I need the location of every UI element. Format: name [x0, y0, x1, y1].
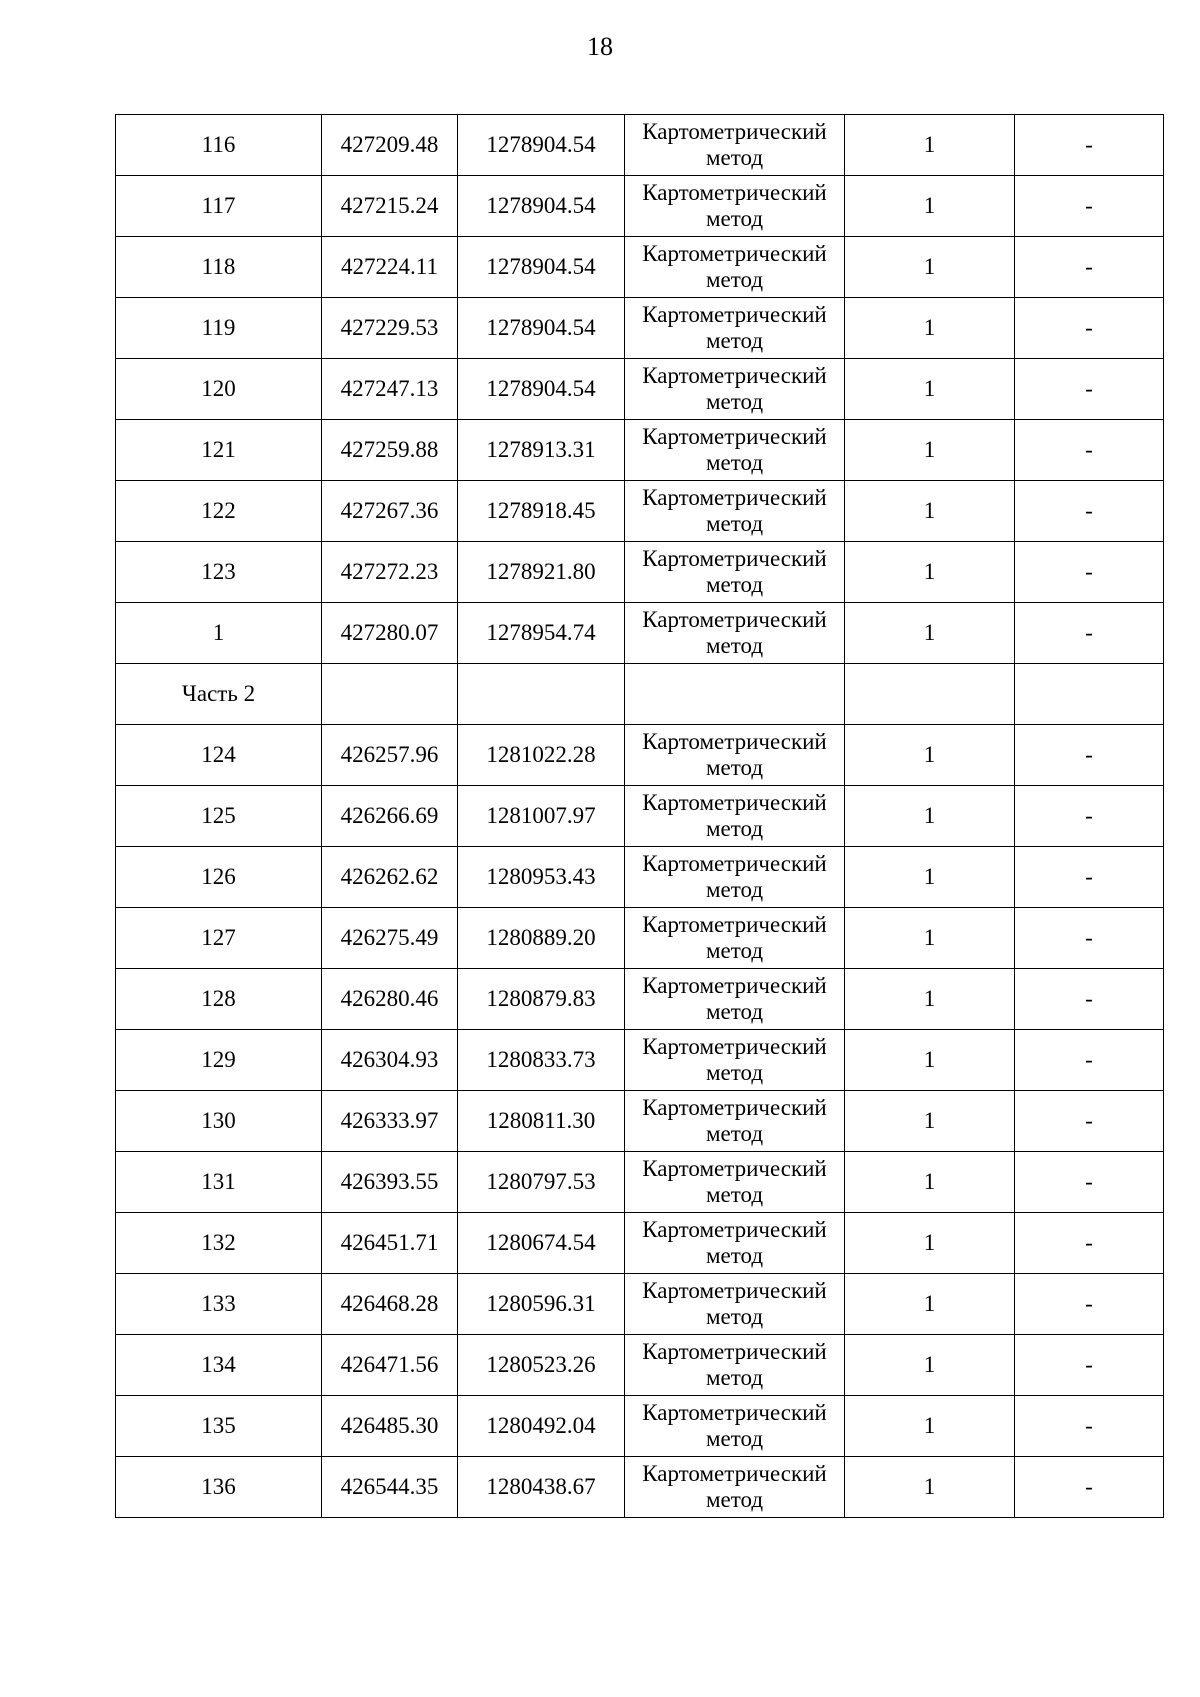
method-line-1: Картометрический	[642, 180, 827, 205]
method-line-1: Картометрический	[642, 973, 827, 998]
accuracy-cell	[845, 664, 1015, 725]
table-row	[116, 176, 1164, 237]
table-row	[116, 847, 1164, 908]
method-line-2: метод	[705, 572, 764, 597]
method-line-1: Картометрический	[642, 424, 827, 449]
table-row	[116, 969, 1164, 1030]
accuracy-cell: 1	[845, 1457, 1015, 1518]
accuracy-cell: 1	[845, 298, 1015, 359]
accuracy-cell: 1	[845, 237, 1015, 298]
method-cell	[625, 725, 845, 786]
point-number-cell: 128	[116, 969, 322, 1030]
note-cell: -	[1015, 725, 1164, 786]
y-coordinate-cell: 1281022.28	[458, 725, 625, 786]
y-coordinate-cell: 1280492.04	[458, 1396, 625, 1457]
method-cell	[625, 603, 845, 664]
x-coordinate-cell: 426262.62	[322, 847, 458, 908]
table-row	[116, 1091, 1164, 1152]
method-cell	[625, 969, 845, 1030]
accuracy-cell: 1	[845, 1030, 1015, 1091]
accuracy-cell: 1	[845, 1213, 1015, 1274]
method-line-1: Картометрический	[642, 729, 827, 754]
method-line-1: Картометрический	[642, 1339, 827, 1364]
note-cell: -	[1015, 1457, 1164, 1518]
accuracy-cell: 1	[845, 725, 1015, 786]
table-row	[116, 1274, 1164, 1335]
point-number-cell: 120	[116, 359, 322, 420]
note-cell: -	[1015, 603, 1164, 664]
method-line-2: метод	[705, 1121, 764, 1146]
point-number-cell: 136	[116, 1457, 322, 1518]
note-cell	[1015, 664, 1164, 725]
coordinates-table	[115, 114, 1164, 1518]
y-coordinate-cell: 1280889.20	[458, 908, 625, 969]
point-number-cell: 122	[116, 481, 322, 542]
accuracy-cell: 1	[845, 847, 1015, 908]
accuracy-cell: 1	[845, 359, 1015, 420]
point-number-cell: 118	[116, 237, 322, 298]
y-coordinate-cell: 1280596.31	[458, 1274, 625, 1335]
table-row	[116, 908, 1164, 969]
x-coordinate-cell: 426280.46	[322, 969, 458, 1030]
method-cell	[625, 1457, 845, 1518]
note-cell: -	[1015, 481, 1164, 542]
y-coordinate-cell: 1278918.45	[458, 481, 625, 542]
point-number-cell: 131	[116, 1152, 322, 1213]
y-coordinate-cell: 1278904.54	[458, 298, 625, 359]
point-number-cell: 117	[116, 176, 322, 237]
x-coordinate-cell: 426544.35	[322, 1457, 458, 1518]
x-coordinate-cell: 426393.55	[322, 1152, 458, 1213]
method-line-1: Картометрический	[642, 1400, 827, 1425]
method-line-2: метод	[705, 328, 764, 353]
table-row	[116, 1457, 1164, 1518]
x-coordinate-cell: 426451.71	[322, 1213, 458, 1274]
page-number: 18	[587, 32, 613, 61]
note-cell: -	[1015, 786, 1164, 847]
table-row	[116, 359, 1164, 420]
table-row	[116, 664, 1164, 725]
method-cell	[625, 1335, 845, 1396]
method-cell	[625, 481, 845, 542]
accuracy-cell: 1	[845, 176, 1015, 237]
x-coordinate-cell: 426468.28	[322, 1274, 458, 1335]
method-line-2: метод	[705, 145, 764, 170]
note-cell: -	[1015, 1335, 1164, 1396]
accuracy-cell: 1	[845, 1335, 1015, 1396]
x-coordinate-cell: 426266.69	[322, 786, 458, 847]
method-line-1: Картометрический	[642, 485, 827, 510]
method-line-2: метод	[705, 1487, 764, 1512]
method-cell	[625, 176, 845, 237]
point-number-cell: 125	[116, 786, 322, 847]
y-coordinate-cell: 1278921.80	[458, 542, 625, 603]
table-row	[116, 1152, 1164, 1213]
method-cell	[625, 542, 845, 603]
note-cell: -	[1015, 115, 1164, 176]
table-row	[116, 786, 1164, 847]
method-cell	[625, 908, 845, 969]
point-number-cell: 124	[116, 725, 322, 786]
table-row	[116, 603, 1164, 664]
x-coordinate-cell: 426333.97	[322, 1091, 458, 1152]
table-row	[116, 725, 1164, 786]
y-coordinate-cell	[458, 664, 625, 725]
method-line-2: метод	[705, 267, 764, 292]
method-line-1: Картометрический	[642, 546, 827, 571]
y-coordinate-cell: 1280811.30	[458, 1091, 625, 1152]
table-row	[116, 1213, 1164, 1274]
note-cell: -	[1015, 420, 1164, 481]
method-line-2: метод	[705, 450, 764, 475]
method-cell	[625, 664, 845, 725]
y-coordinate-cell: 1280953.43	[458, 847, 625, 908]
x-coordinate-cell: 427259.88	[322, 420, 458, 481]
y-coordinate-cell: 1280438.67	[458, 1457, 625, 1518]
note-cell: -	[1015, 1274, 1164, 1335]
accuracy-cell: 1	[845, 481, 1015, 542]
accuracy-cell: 1	[845, 1152, 1015, 1213]
y-coordinate-cell: 1278954.74	[458, 603, 625, 664]
table-row	[116, 1396, 1164, 1457]
table-row	[116, 298, 1164, 359]
x-coordinate-cell: 427209.48	[322, 115, 458, 176]
table-row	[116, 481, 1164, 542]
method-line-1: Картометрический	[642, 302, 827, 327]
method-cell	[625, 847, 845, 908]
method-cell	[625, 1030, 845, 1091]
note-cell: -	[1015, 847, 1164, 908]
note-cell: -	[1015, 1213, 1164, 1274]
method-line-2: метод	[705, 1365, 764, 1390]
x-coordinate-cell: 427229.53	[322, 298, 458, 359]
x-coordinate-cell: 427224.11	[322, 237, 458, 298]
coordinates-table-body	[116, 115, 1164, 1518]
note-cell: -	[1015, 969, 1164, 1030]
point-number-cell: 1	[116, 603, 322, 664]
accuracy-cell: 1	[845, 969, 1015, 1030]
x-coordinate-cell: 427247.13	[322, 359, 458, 420]
note-cell: -	[1015, 176, 1164, 237]
method-line-2: метод	[705, 1243, 764, 1268]
x-coordinate-cell: 426471.56	[322, 1335, 458, 1396]
accuracy-cell: 1	[845, 908, 1015, 969]
table-row	[116, 1335, 1164, 1396]
table-row	[116, 115, 1164, 176]
method-line-1: Картометрический	[642, 1461, 827, 1486]
point-number-cell: 116	[116, 115, 322, 176]
x-coordinate-cell	[322, 664, 458, 725]
accuracy-cell: 1	[845, 542, 1015, 603]
accuracy-cell: 1	[845, 420, 1015, 481]
table-row	[116, 542, 1164, 603]
note-cell: -	[1015, 1396, 1164, 1457]
x-coordinate-cell: 427215.24	[322, 176, 458, 237]
y-coordinate-cell: 1280833.73	[458, 1030, 625, 1091]
table-row	[116, 420, 1164, 481]
point-number-cell: 130	[116, 1091, 322, 1152]
method-cell	[625, 1213, 845, 1274]
method-line-1: Картометрический	[642, 607, 827, 632]
note-cell: -	[1015, 1091, 1164, 1152]
point-number-cell: 126	[116, 847, 322, 908]
point-number-cell: 129	[116, 1030, 322, 1091]
y-coordinate-cell: 1280523.26	[458, 1335, 625, 1396]
point-number-cell: 134	[116, 1335, 322, 1396]
y-coordinate-cell: 1278904.54	[458, 115, 625, 176]
point-number-cell: 133	[116, 1274, 322, 1335]
method-line-2: метод	[705, 755, 764, 780]
method-line-1: Картометрический	[642, 851, 827, 876]
method-line-1: Картометрический	[642, 1156, 827, 1181]
method-line-1: Картометрический	[642, 363, 827, 388]
note-cell: -	[1015, 542, 1164, 603]
method-line-1: Картометрический	[642, 1095, 827, 1120]
y-coordinate-cell: 1280797.53	[458, 1152, 625, 1213]
method-line-2: метод	[705, 877, 764, 902]
accuracy-cell: 1	[845, 786, 1015, 847]
accuracy-cell: 1	[845, 1274, 1015, 1335]
note-cell: -	[1015, 359, 1164, 420]
note-cell: -	[1015, 1030, 1164, 1091]
method-cell	[625, 1274, 845, 1335]
x-coordinate-cell: 426275.49	[322, 908, 458, 969]
method-cell	[625, 786, 845, 847]
y-coordinate-cell: 1280879.83	[458, 969, 625, 1030]
method-line-2: метод	[705, 1304, 764, 1329]
method-line-2: метод	[705, 1182, 764, 1207]
method-line-2: метод	[705, 938, 764, 963]
accuracy-cell: 1	[845, 115, 1015, 176]
method-line-1: Картометрический	[642, 119, 827, 144]
method-cell	[625, 115, 845, 176]
note-cell: -	[1015, 1152, 1164, 1213]
point-number-cell: 123	[116, 542, 322, 603]
method-line-1: Картометрический	[642, 241, 827, 266]
accuracy-cell: 1	[845, 1396, 1015, 1457]
y-coordinate-cell: 1280674.54	[458, 1213, 625, 1274]
x-coordinate-cell: 426485.30	[322, 1396, 458, 1457]
method-cell	[625, 420, 845, 481]
table-row	[116, 237, 1164, 298]
method-line-2: метод	[705, 389, 764, 414]
point-number-cell: 135	[116, 1396, 322, 1457]
accuracy-cell: 1	[845, 1091, 1015, 1152]
point-number-cell: 121	[116, 420, 322, 481]
method-line-2: метод	[705, 999, 764, 1024]
method-cell	[625, 359, 845, 420]
method-line-1: Картометрический	[642, 912, 827, 937]
table-row	[116, 1030, 1164, 1091]
y-coordinate-cell: 1278913.31	[458, 420, 625, 481]
method-line-2: метод	[705, 511, 764, 536]
method-line-2: метод	[705, 206, 764, 231]
point-number-cell: 132	[116, 1213, 322, 1274]
method-line-2: метод	[705, 1060, 764, 1085]
y-coordinate-cell: 1281007.97	[458, 786, 625, 847]
method-line-1: Картометрический	[642, 1278, 827, 1303]
note-cell: -	[1015, 908, 1164, 969]
method-cell	[625, 298, 845, 359]
x-coordinate-cell: 427280.07	[322, 603, 458, 664]
method-line-1: Картометрический	[642, 1034, 827, 1059]
point-number-cell: 119	[116, 298, 322, 359]
method-cell	[625, 1152, 845, 1213]
point-number-cell: 127	[116, 908, 322, 969]
point-number-cell: Часть 2	[116, 664, 322, 725]
x-coordinate-cell: 426304.93	[322, 1030, 458, 1091]
x-coordinate-cell: 427267.36	[322, 481, 458, 542]
y-coordinate-cell: 1278904.54	[458, 237, 625, 298]
method-line-2: метод	[705, 633, 764, 658]
y-coordinate-cell: 1278904.54	[458, 176, 625, 237]
method-line-2: метод	[705, 1426, 764, 1451]
y-coordinate-cell: 1278904.54	[458, 359, 625, 420]
note-cell: -	[1015, 298, 1164, 359]
accuracy-cell: 1	[845, 603, 1015, 664]
method-line-2: метод	[705, 816, 764, 841]
method-cell	[625, 1091, 845, 1152]
x-coordinate-cell: 426257.96	[322, 725, 458, 786]
x-coordinate-cell: 427272.23	[322, 542, 458, 603]
method-cell	[625, 1396, 845, 1457]
method-line-1: Картометрический	[642, 1217, 827, 1242]
method-line-1: Картометрический	[642, 790, 827, 815]
method-cell	[625, 237, 845, 298]
note-cell: -	[1015, 237, 1164, 298]
